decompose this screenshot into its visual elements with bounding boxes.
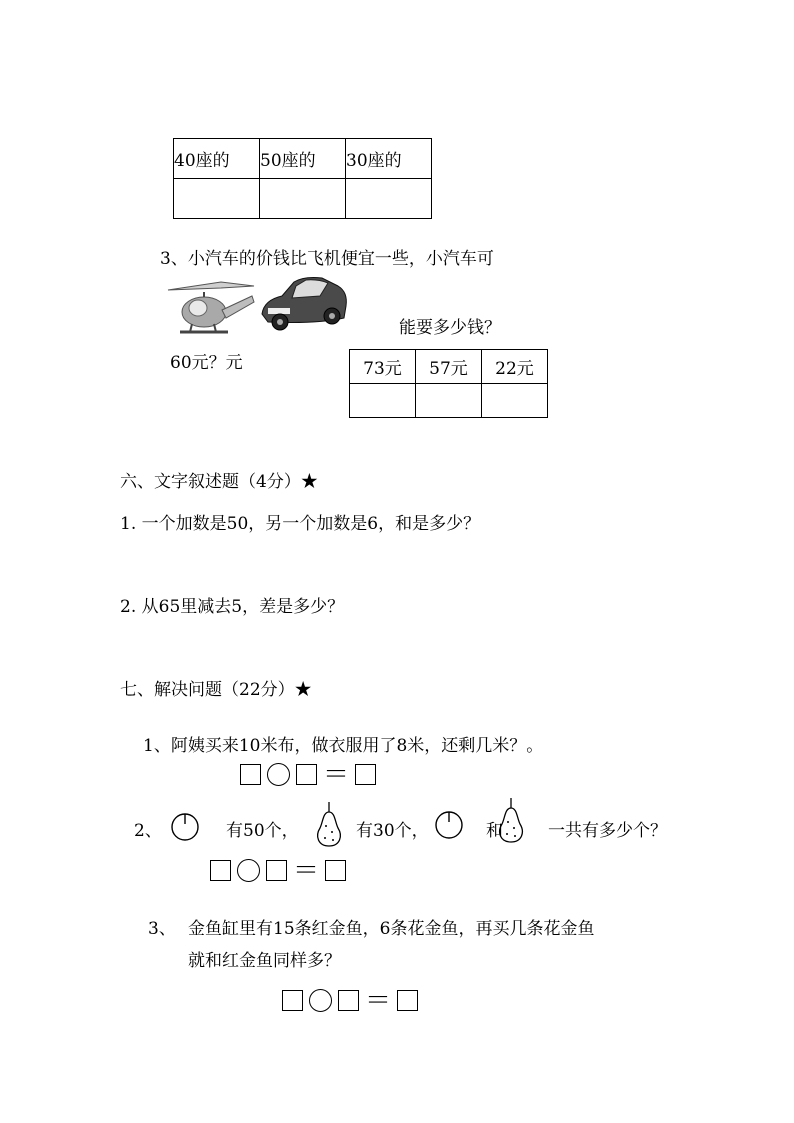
price-answer-cell[interactable] [482, 384, 548, 418]
equation-q2 [210, 855, 346, 886]
apple-icon [168, 806, 202, 842]
price-answer-cell[interactable] [350, 384, 416, 418]
price-header-73: 73元 [350, 350, 416, 384]
helicopter-icon [166, 272, 258, 340]
price-header-57: 57元 [416, 350, 482, 384]
section6-q1: 1. 一个加数是50，另一个加数是6，和是多少？ [120, 514, 481, 534]
section6-title: 六、文字叙述题（4分）★ [120, 472, 318, 492]
answer-box[interactable] [325, 860, 346, 881]
equation-q3 [282, 985, 418, 1016]
answer-box[interactable] [397, 990, 418, 1011]
section7-title: 七、解决问题（22分）★ [120, 680, 312, 700]
equals-sign: ＝ [323, 759, 350, 790]
answer-box[interactable] [282, 990, 303, 1011]
section7-q2-question: 一共有多少个？ [548, 821, 667, 841]
section7-q2-and: 和 [486, 821, 503, 841]
section7-q3-line1: 金鱼缸里有15条红金鱼，6条花金鱼，再买几条花金鱼 [188, 919, 595, 939]
q3-price-line2: 能要多少钱？ [399, 318, 501, 338]
equals-sign: ＝ [365, 985, 392, 1016]
pear-icon [496, 796, 526, 844]
price-header-22: 22元 [482, 350, 548, 384]
seat-answer-cell[interactable] [346, 179, 432, 219]
section7-q2-apples-count: 有50个， [226, 821, 299, 841]
section7-q1: 1、阿姨买来10米布，做衣服用了8米，还剩几米？。 [143, 736, 544, 756]
price-answer-cell[interactable] [416, 384, 482, 418]
seat-answer-cell[interactable] [174, 179, 260, 219]
answer-box[interactable] [296, 764, 317, 785]
equals-sign: ＝ [293, 855, 320, 886]
answer-box[interactable] [338, 990, 359, 1011]
section7-q2-number: 2、 [134, 821, 162, 841]
helicopter-price-label: 60元？元 [170, 353, 243, 373]
section7-q3-line2: 就和红金鱼同样多？ [188, 951, 341, 971]
section7-q3-number: 3、 [148, 919, 176, 939]
seat-table [173, 138, 432, 219]
seat-header-40: 40座的 [174, 139, 260, 179]
apple-icon [432, 804, 466, 840]
answer-box[interactable] [266, 860, 287, 881]
seat-header-50: 50座的 [260, 139, 346, 179]
price-table [349, 349, 548, 418]
operator-circle[interactable] [267, 763, 290, 786]
seat-header-30: 30座的 [346, 139, 432, 179]
operator-circle[interactable] [309, 989, 332, 1012]
answer-box[interactable] [210, 860, 231, 881]
seat-answer-cell[interactable] [260, 179, 346, 219]
answer-box[interactable] [240, 764, 261, 785]
section6-q2: 2. 从65里减去5，差是多少？ [120, 597, 345, 617]
q3-price-line1: 3、小汽车的价钱比飞机便宜一些，小汽车可 [160, 249, 494, 269]
section7-q2-pears-count: 有30个， [356, 821, 429, 841]
operator-circle[interactable] [237, 859, 260, 882]
answer-box[interactable] [355, 764, 376, 785]
pear-icon [314, 800, 344, 848]
car-icon [258, 274, 350, 336]
equation-q1 [240, 759, 376, 790]
